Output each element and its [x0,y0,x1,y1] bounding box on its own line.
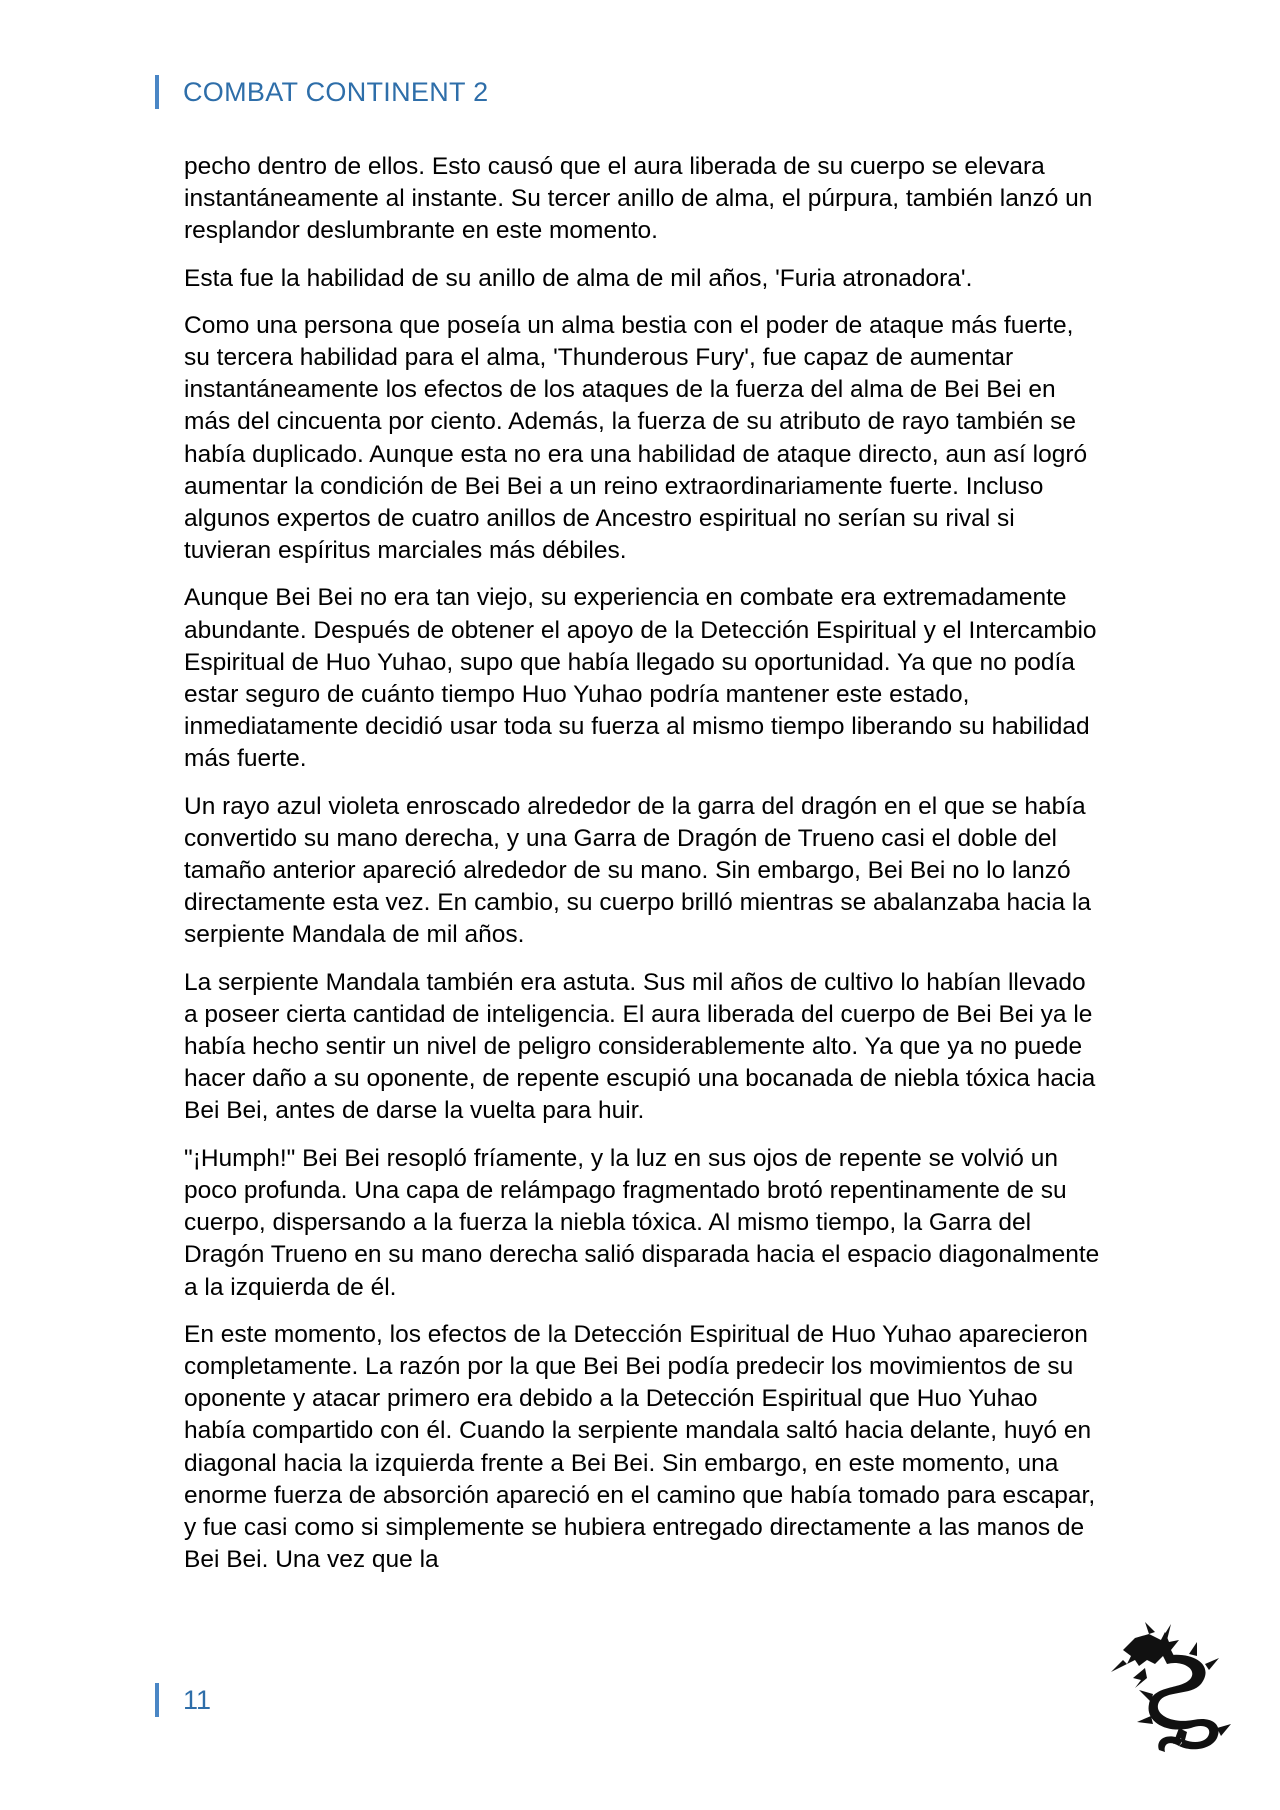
paragraph: En este momento, los efectos de la Detección Espiritual de Huo Yuhao aparecieron completamente. La razón por la que Bei Bei podía predecir los movimientos de su oponente y atacar primero era debido a la Detección Espiritual que Huo Yuhao había compartido con él. Cuando la serpiente mandala saltó hacia delante, huyó en diagonal hacia la izquierda frente a Bei Bei. Sin embargo, en este momento, una enorme fuerza de absorción apareció en el camino que había tomado para escapar, y fue casi como si simplemente se hubiera entregado directamente a las manos de Bei Bei. Una vez que la [184,1320,1096,1574]
paragraph: pecho dentro de ellos. Esto causó que el aura liberada de su cuerpo se elevara instantáneamente al instante. Su tercer anillo de alma, el púrpura, también lanzó un resplandor deslumbrante en este momento. [184,153,1093,245]
page-header [155,72,488,112]
footer-accent-bar [155,1683,159,1717]
header-accent-bar [155,75,159,109]
dragon-icon [1105,1620,1240,1755]
page-footer [155,1680,211,1720]
paragraph: "¡Humph!" Bei Bei resopló fríamente, y la luz en sus ojos de repente se volvió un poco profunda. Una capa de relámpago fragmentado brotó repentinamente de su cuerpo, dispersando a la fuerza la niebla tóxica. Al mismo tiempo, la Garra del Dragón Trueno en su mano derecha salió disparada hacia el espacio diagonalmente a la izquierda de él. [184,1144,1100,1301]
paragraph: La serpiente Mandala también era astuta. Sus mil años de cultivo lo habían llevado a poseer cierta cantidad de inteligencia. El aura liberada del cuerpo de Bei Bei ya le había hecho sentir un nivel de peligro considerablemente alto. Ya que ya no puede hacer daño a su oponente, de repente escupió una bocanada de niebla tóxica hacia Bei Bei, antes de darse la vuelta para huir. [184,968,1096,1125]
paragraph: Como una persona que poseía un alma bestia con el poder de ataque más fuerte, su tercera habilidad para el alma, 'Thunderous Fury', fue capaz de aumentar instantáneamente los efectos de los ataques de la fuerza del alma de Bei Bei en más del cincuenta por ciento. Además, la fuerza de su atributo de rayo también se había duplicado. Aunque esta no era una habilidad de ataque directo, aun así logró aumentar la condición de Bei Bei a un reino extraordinariamente fuerte. Incluso algunos expertos de cuatro anillos de Ancestro espiritual no serían su rival si tuvieran espíritus marciales más débiles. [184,311,1088,565]
chapter-text [184,151,1104,1591]
book-title: COMBAT CONTINENT 2 [183,76,489,107]
paragraph: Un rayo azul violeta enroscado alrededor de la garra del dragón en el que se había convertido su mano derecha, y una Garra de Dragón de Trueno casi el doble del tamaño anterior apareció alrededor de su mano. Sin embargo, Bei Bei no lo lanzó directamente esta vez. En cambio, su cuerpo brilló mientras se abalanzaba hacia la serpiente Mandala de mil años. [184,792,1091,949]
paragraph: Aunque Bei Bei no era tan viejo, su experiencia en combate era extremadamente abundante. Después de obtener el apoyo de la Detección Espiritual y el Intercambio Espiritual de Huo Yuhao, supo que había llegado su oportunidad. Ya que no podía estar seguro de cuánto tiempo Huo Yuhao podría mantener este estado, inmediatamente decidió usar toda su fuerza al mismo tiempo liberando su habilidad más fuerte. [184,584,1097,773]
page-number: 11 [183,1684,212,1715]
paragraph: Esta fue la habilidad de su anillo de alma de mil años, 'Furia atronadora'. [184,264,973,292]
